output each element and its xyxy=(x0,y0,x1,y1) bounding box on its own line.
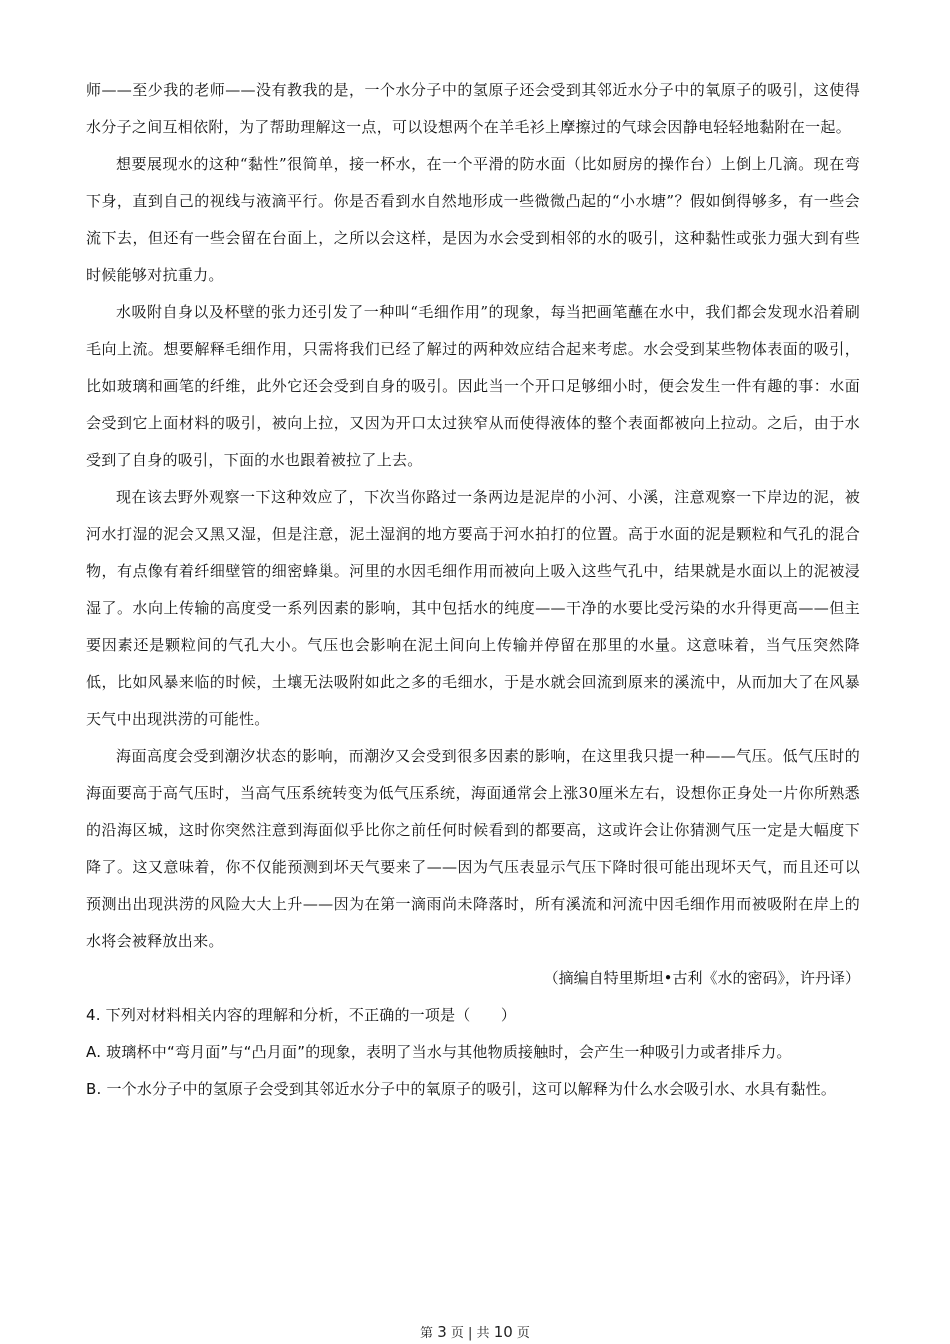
footer-suffix: 页 xyxy=(516,1326,530,1341)
question-stem: 4. 下列对材料相关内容的理解和分析，不正确的一项是（ ） xyxy=(86,1006,517,1024)
paragraph-3: 水吸附自身以及杯壁的张力还引发了一种叫“毛细作用”的现象，每当把画笔蘸在水中，我们都会发现水沿着刷毛向上流。想要解释毛细作用，只需将我们已经了解过的两种效应结合起来考虑。水会受到某些物体表面的吸引，比如玻璃和画笔的纤维，此外它还会受到自身的吸引。因此当一个开口足够细小时，便会发生一件有趣的事：水面会受到它上面材料的吸引，被向上拉，又因为开口太过狭窄从而使得液体的整个表面都被向上拉动。之后，由于水受到了自身的吸引，下面的水也跟着被拉了上去。 xyxy=(86,303,860,469)
option-a-text: 玻璃杯中“弯月面”与“凸月面”的现象，表明了当水与其他物质接触时，会产生一种吸引力或者排斥力。 xyxy=(106,1043,792,1061)
paragraph-5: 海面高度会受到潮汐状态的影响，而潮汐又会受到很多因素的影响，在这里我只提一种——气压。低气压时的海面要高于高气压时，当高气压系统转变为低气压系统，海面通常会上涨30厘米左右，设想你正身处一片你所熟悉的沿海区城，这时你突然注意到海面似乎比你之前任何时候看到的都要高，这或许会让你猜测气压一定是大幅度下降了。这又意味着，你不仅能预测到坏天气要来了——因为气压表显示气压下降时很可能出现坏天气，而且还可以预测出出现洪涝的风险大大上升——因为在第一滴雨尚未降落时，所有溪流和河流中因毛细作用而被吸附在岸上的水将会被释放出来。 xyxy=(86,747,860,950)
option-b-label: B. xyxy=(86,1080,102,1098)
option-a xyxy=(86,1034,860,1071)
total-page-number: 10 xyxy=(493,1323,513,1341)
option-b-text: 一个水分子中的氢原子会受到其邻近水分子中的氧原子的吸引，这可以解释为什么水会吸引水、水具有黏性。 xyxy=(106,1080,837,1098)
page-content xyxy=(86,72,860,1108)
current-page-number: 3 xyxy=(437,1323,447,1341)
paragraph-4: 现在该去野外观察一下这种效应了，下次当你路过一条两边是泥岸的小河、小溪，注意观察一下岸边的泥，被河水打湿的泥会又黑又湿，但是注意，泥土湿润的地方要高于河水拍打的位置。高于水面的泥是颗粒和气孔的混合物，有点像有着纤细壁管的细密蜂巢。河里的水因毛细作用而被向上吸入这些气孔中，结果就是水面以上的泥被浸湿了。水向上传输的高度受一系列因素的影响，其中包括水的纯度——干净的水要比受污染的水升得更高——但主要因素还是颗粒间的气孔大小。气压也会影响在泥土间向上传输并停留在那里的水量。这意味着，当气压突然降低，比如风暴来临的时候，土壤无法吸附如此之多的毛细水，于是水就会回流到原来的溪流中，从而加大了在风暴天气中出现洪涝的可能性。 xyxy=(86,488,860,728)
option-b xyxy=(86,1071,860,1108)
footer-mid: 页 | 共 xyxy=(450,1326,490,1341)
source-citation: （摘编自特里斯坦•古利《水的密码》，许丹译） xyxy=(543,969,860,987)
paragraph-1: 师——至少我的老师——没有教我的是，一个水分子中的氢原子还会受到其邻近水分子中的氧原子的吸引，这使得水分子之间互相依附，为了帮助理解这一点，可以设想两个在羊毛衫上摩擦过的气球会因静电轻轻地黏附在一起。 xyxy=(86,81,860,136)
option-a-label: A. xyxy=(86,1043,102,1061)
footer-prefix: 第 xyxy=(420,1326,434,1341)
paragraph-2: 想要展现水的这种“黏性”很简单，接一杯水，在一个平滑的防水面（比如厨房的操作台）上倒上几滴。现在弯下身，直到自己的视线与液滴平行。你是否看到水自然地形成一些微微凸起的“小水塘”？假如倒得够多，有一些会流下去，但还有一些会留在台面上，之所以会这样，是因为水会受到相邻的水的吸引，这种黏性或张力强大到有些时候能够对抗重力。 xyxy=(86,155,860,284)
page-footer xyxy=(0,1322,950,1341)
